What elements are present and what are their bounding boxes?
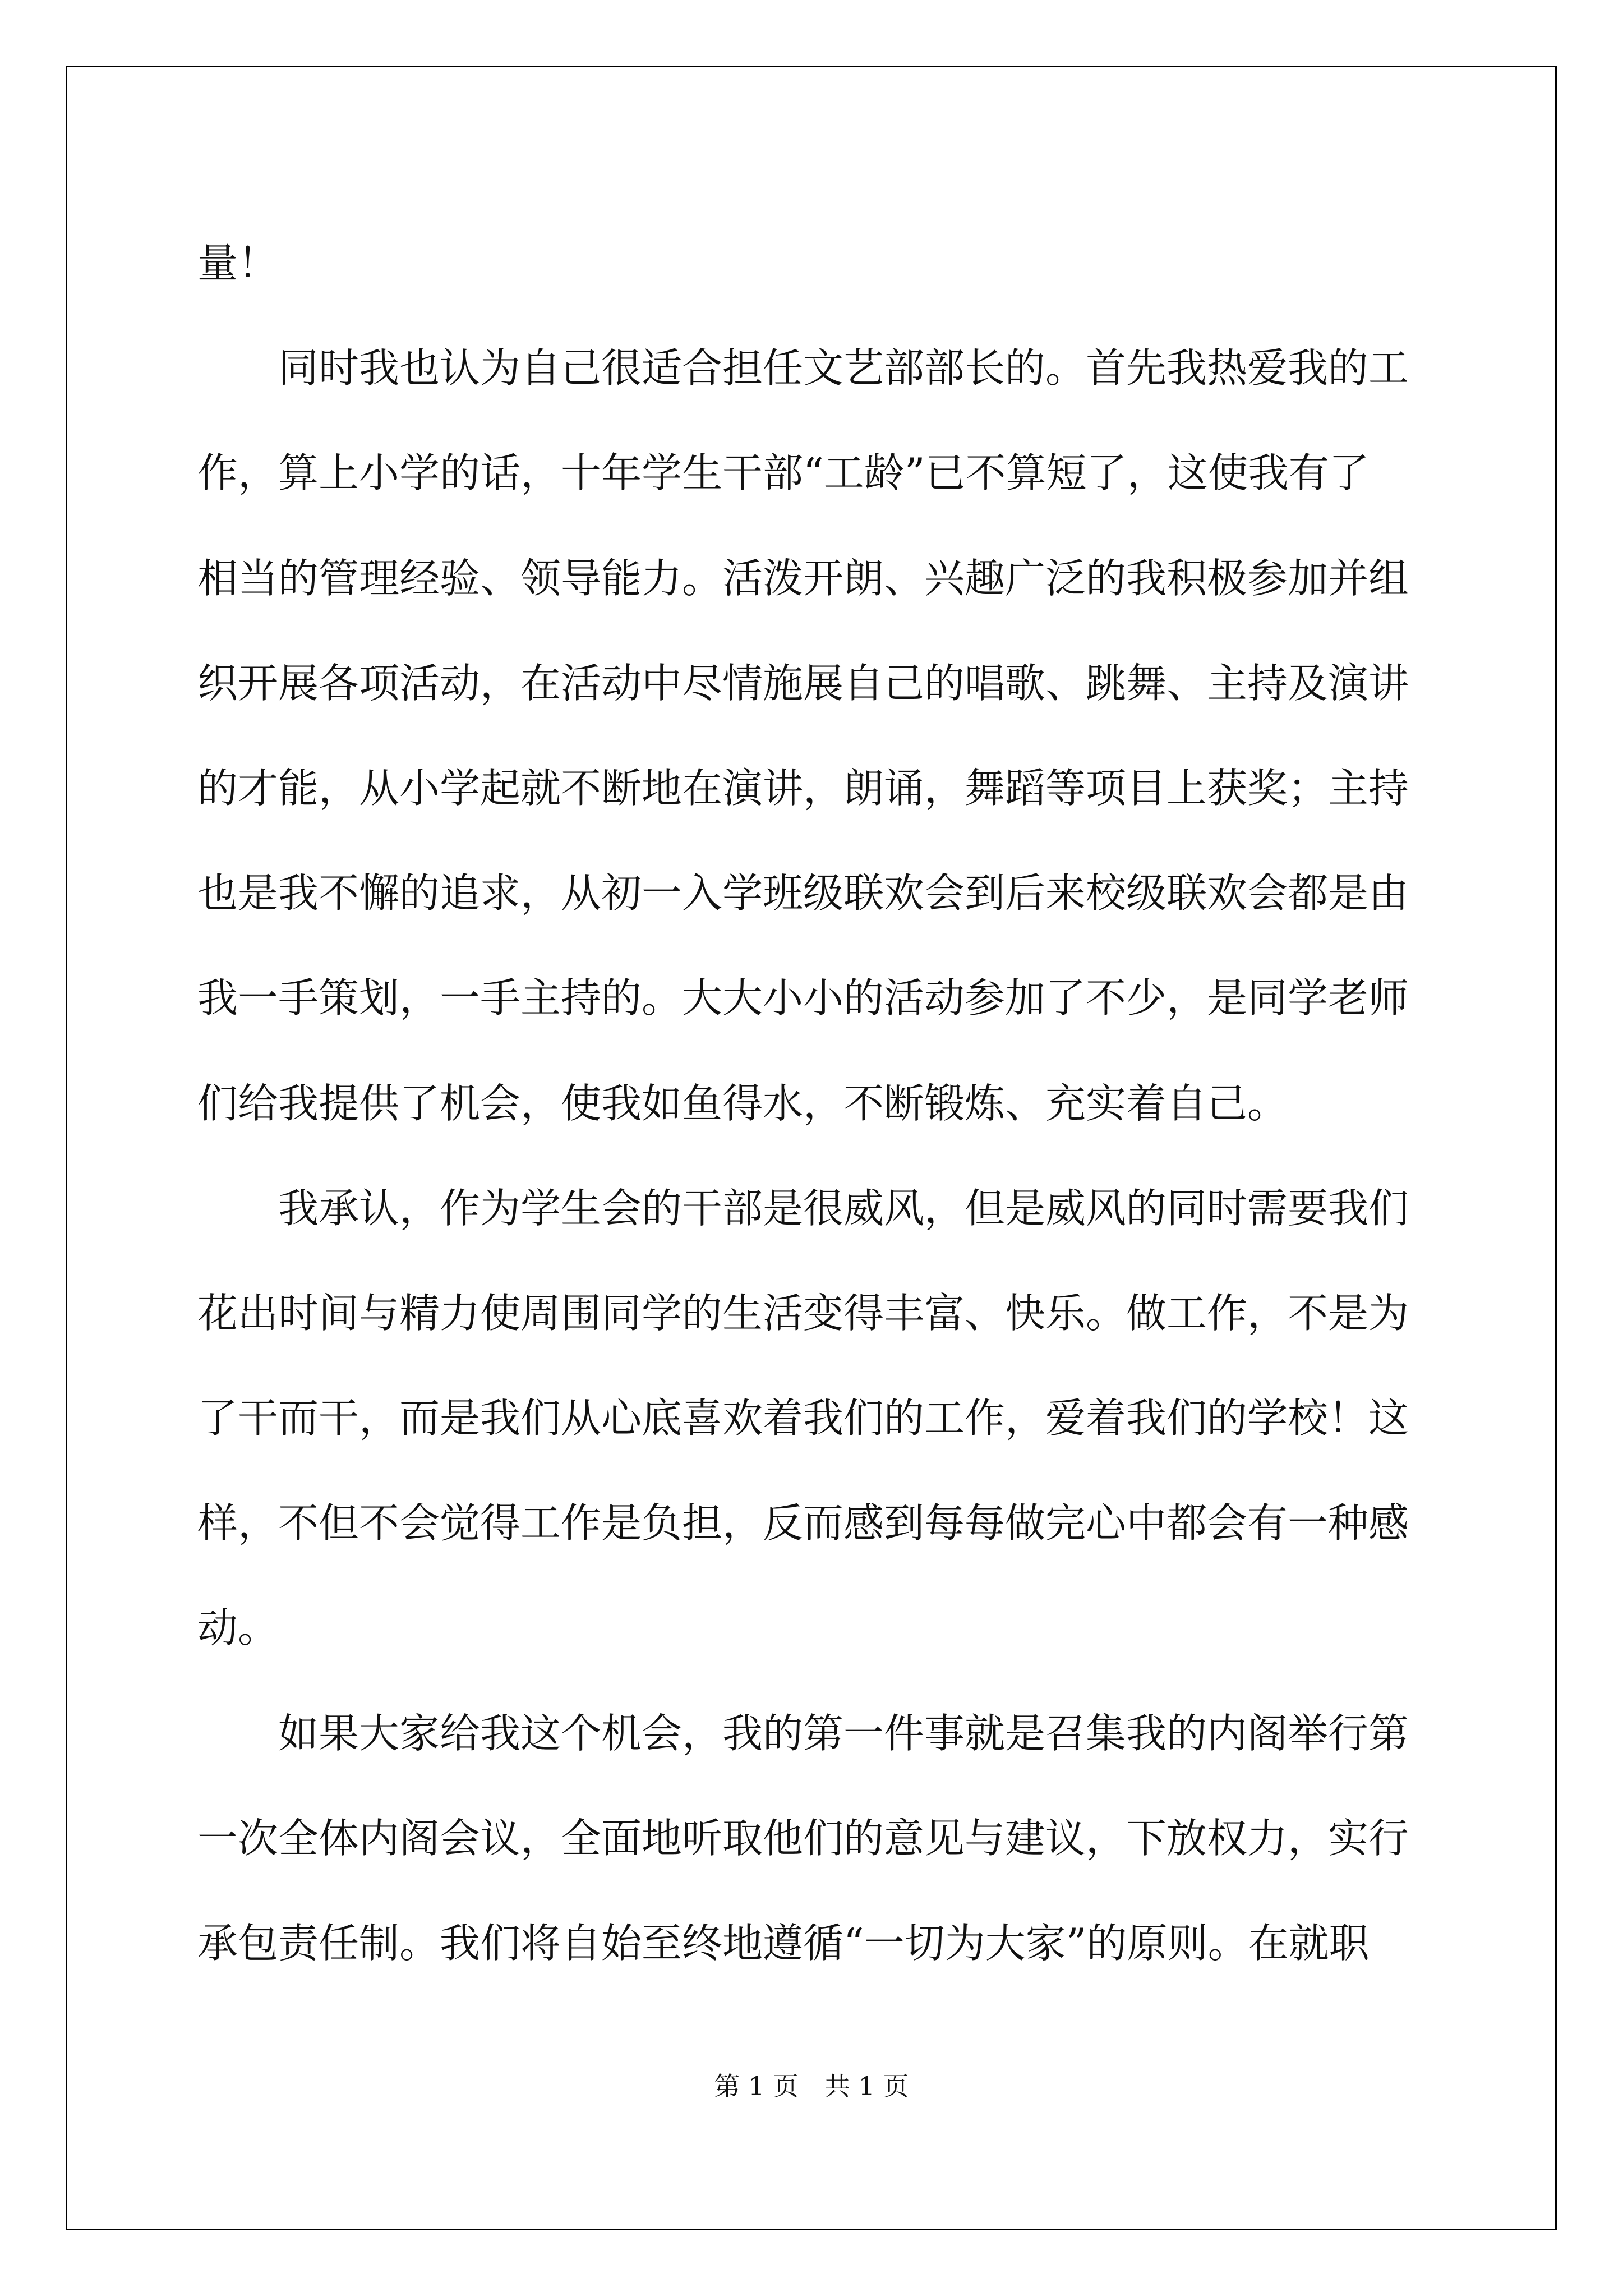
text-line: 我一手策划，一手主持的。大大小小的活动参加了不少，是同学老师: [197, 974, 1409, 1022]
text-line: 也是我不懈的追求，从初一入学班级联欢会到后来校级联欢会都是由: [197, 869, 1409, 917]
text-line: 动。: [197, 1604, 279, 1652]
text-line: 我承认，作为学生会的干部是很威风，但是威风的同时需要我们: [197, 1184, 1409, 1232]
text-line: 如果大家给我这个机会，我的第一件事就是召集我的内阁举行第: [197, 1709, 1409, 1757]
text-line: 样，不但不会觉得工作是负担，反而感到每每做完心中都会有一种感: [197, 1499, 1409, 1547]
text-line: 们给我提供了机会，使我如鱼得水，不断锻炼、充实着自己。: [197, 1079, 1288, 1127]
text-line: 同时我也认为自己很适合担任文艺部部长的。首先我热爱我的工: [197, 344, 1409, 392]
text-line: 作，算上小学的话，十年学生干部“工龄”已不算短了，这使我有了: [197, 449, 1370, 497]
text-line: 承包责任制。我们将自始至终地遵循“一切为大家”的原则。在就职: [197, 1920, 1370, 1967]
text-line: 花出时间与精力使周围同学的生活变得丰富、快乐。做工作，不是为: [197, 1289, 1409, 1337]
text-line: 的才能，从小学起就不断地在演讲，朗诵，舞蹈等项目上获奖；主持: [197, 764, 1409, 812]
text-line: 一次全体内阁会议，全面地听取他们的意见与建议，下放权力，实行: [197, 1814, 1409, 1862]
page-footer: 第 1 页 共 1 页: [714, 2071, 909, 2101]
text-line: 量！: [197, 240, 279, 287]
text-line: 相当的管理经验、领导能力。活泼开朗、兴趣广泛的我积极参加并组: [197, 554, 1409, 602]
document-body: [197, 211, 1426, 1996]
text-line: 织开展各项活动，在活动中尽情施展自己的唱歌、跳舞、主持及演讲: [197, 659, 1409, 707]
text-line: 了干而干，而是我们从心底喜欢着我们的工作，爱着我们的学校！这: [197, 1395, 1409, 1442]
